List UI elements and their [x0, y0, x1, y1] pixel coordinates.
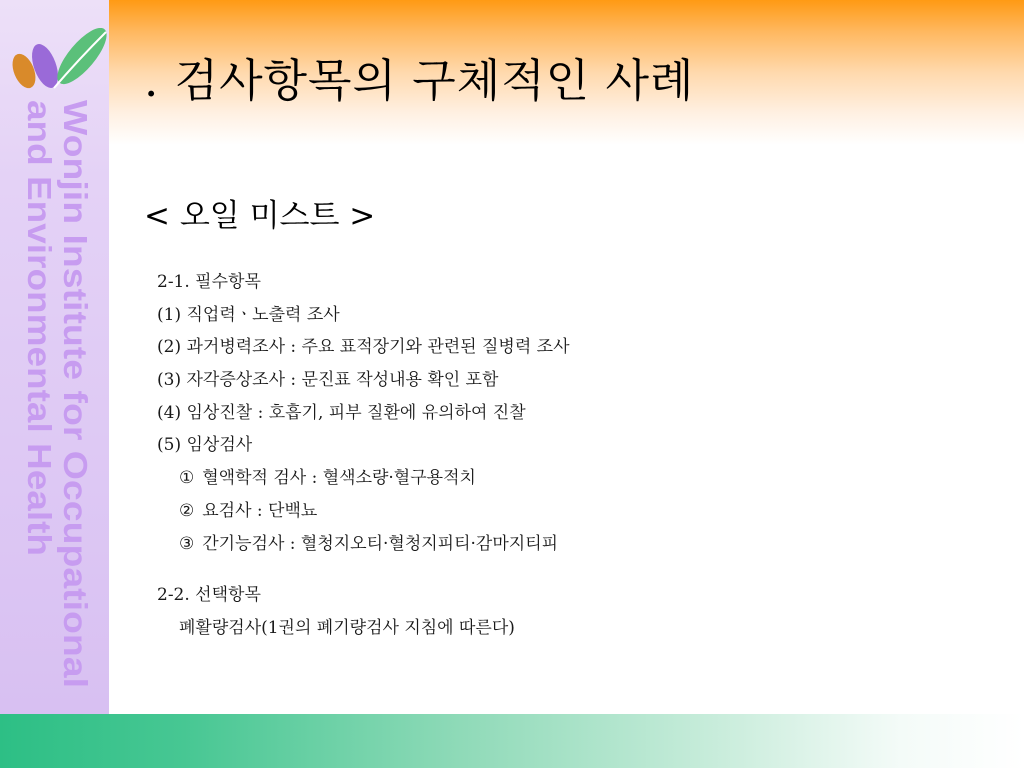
slide-title: . 검사항목의 구체적인 사례 — [144, 54, 695, 107]
institute-name-line1: Wonjin Institute for Occupational — [57, 100, 94, 619]
institute-name-vertical — [20, 100, 100, 690]
circled-number-2: ② — [179, 500, 195, 521]
leaf-logo-icon — [4, 28, 110, 94]
checklist-content — [157, 266, 717, 645]
list-item: (5) 임상검사 — [157, 435, 253, 456]
circled-number-3: ③ — [179, 533, 195, 554]
section-heading-required: 2-1. 필수항목 — [157, 272, 261, 292]
list-item: (3) 자각증상조사 : 문진표 작성내용 확인 포함 — [157, 370, 499, 391]
list-item: 폐활량검사(1권의 폐기량검사 지침에 따른다) — [179, 617, 515, 638]
footer-bar — [0, 714, 1024, 768]
sub-list-item-text: 간기능검사 : 혈청지오티·혈청지피티·감마지티피 — [202, 533, 559, 554]
sidebar-band — [0, 0, 109, 714]
slide-subtitle: < 오일 미스트 > — [144, 198, 376, 234]
sub-list-item — [157, 462, 717, 495]
sub-list-item-text: 혈액학적 검사 : 혈색소량·혈구용적치 — [202, 468, 476, 489]
circled-number-1: ① — [179, 468, 195, 489]
list-item: (4) 임상진찰 : 호흡기, 피부 질환에 유의하여 진찰 — [157, 402, 526, 423]
sub-list-item — [157, 528, 717, 561]
list-item: (1) 직업력ㆍ노출력 조사 — [157, 304, 340, 325]
list-item: (2) 과거병력조사 : 주요 표적장기와 관련된 질병력 조사 — [157, 337, 570, 358]
institute-name-line2: and Environmental Health — [21, 100, 58, 508]
sub-list-item — [157, 495, 717, 528]
sub-list-item-text: 요검사 : 단백뇨 — [202, 500, 318, 521]
section-heading-optional: 2-2. 선택항목 — [157, 585, 261, 606]
